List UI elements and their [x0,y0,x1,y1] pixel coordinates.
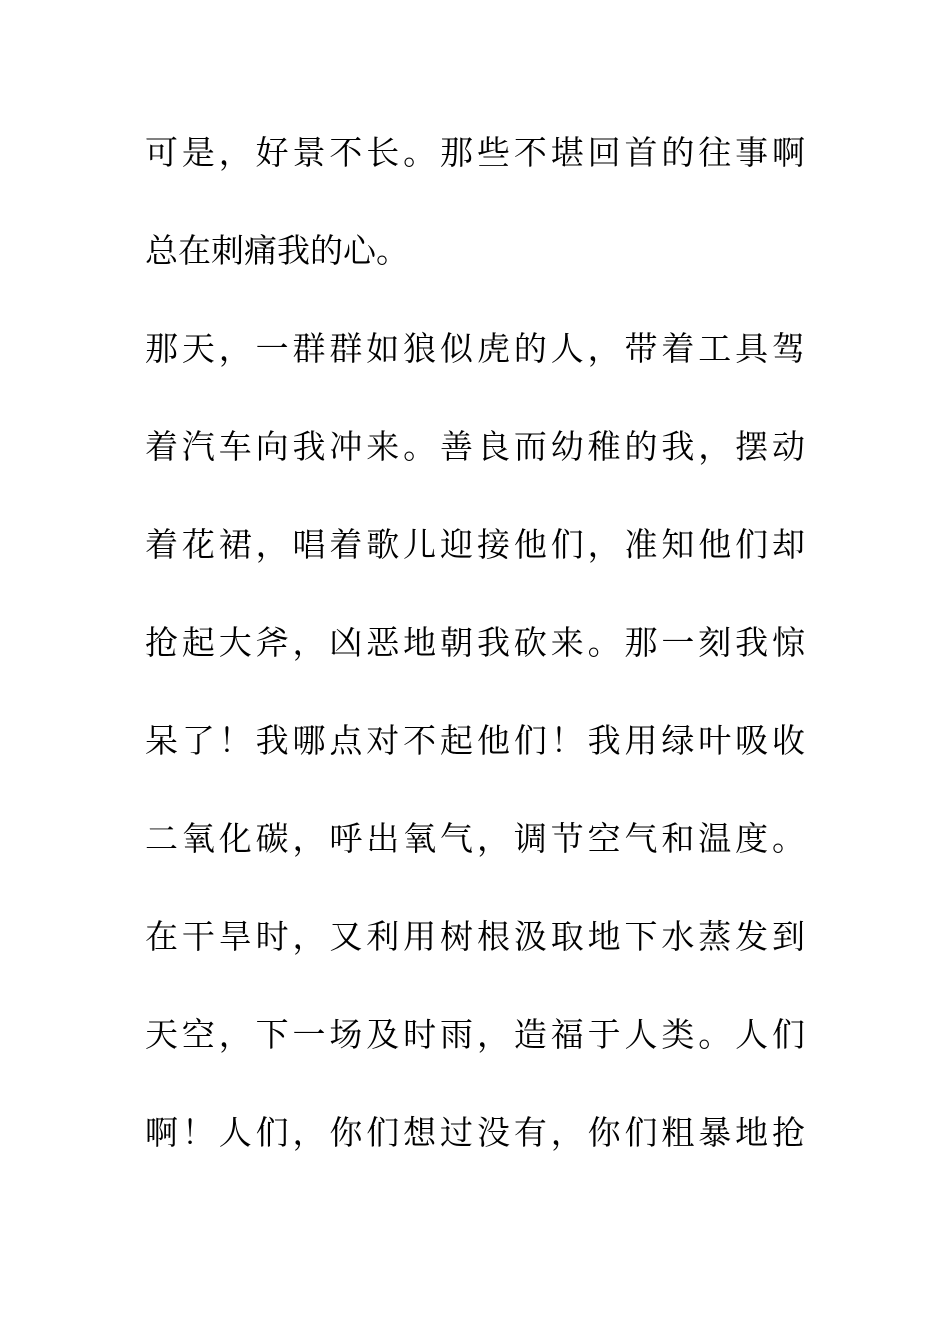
body-text [145,126,825,1204]
text-line: 着花裙，唱着歌儿迎接他们，准知他们却 [145,525,805,564]
text-line: 可是，好景不长。那些不堪回首的往事啊 [145,133,805,172]
text-line: 抢起大斧，凶恶地朝我砍来。那一刻我惊 [145,623,805,662]
text-line: 在干旱时，又利用树根汲取地下水蒸发到 [145,917,805,956]
text-line: 二氧化碳，呼出氧气，调节空气和温度。 [145,819,805,858]
text-line: 呆了！我哪点对不起他们！我用绿叶吸收 [145,721,805,760]
text-line: 着汽车向我冲来。善良而幼稚的我，摆动 [145,427,805,466]
text-line: 天空，下一场及时雨，造福于人类。人们 [145,1015,805,1054]
text-line: 总在刺痛我的心。 [145,231,409,270]
text-line: 那天，一群群如狼似虎的人，带着工具驾 [145,329,805,368]
text-line: 啊！人们，你们想过没有，你们粗暴地抢 [145,1113,805,1152]
